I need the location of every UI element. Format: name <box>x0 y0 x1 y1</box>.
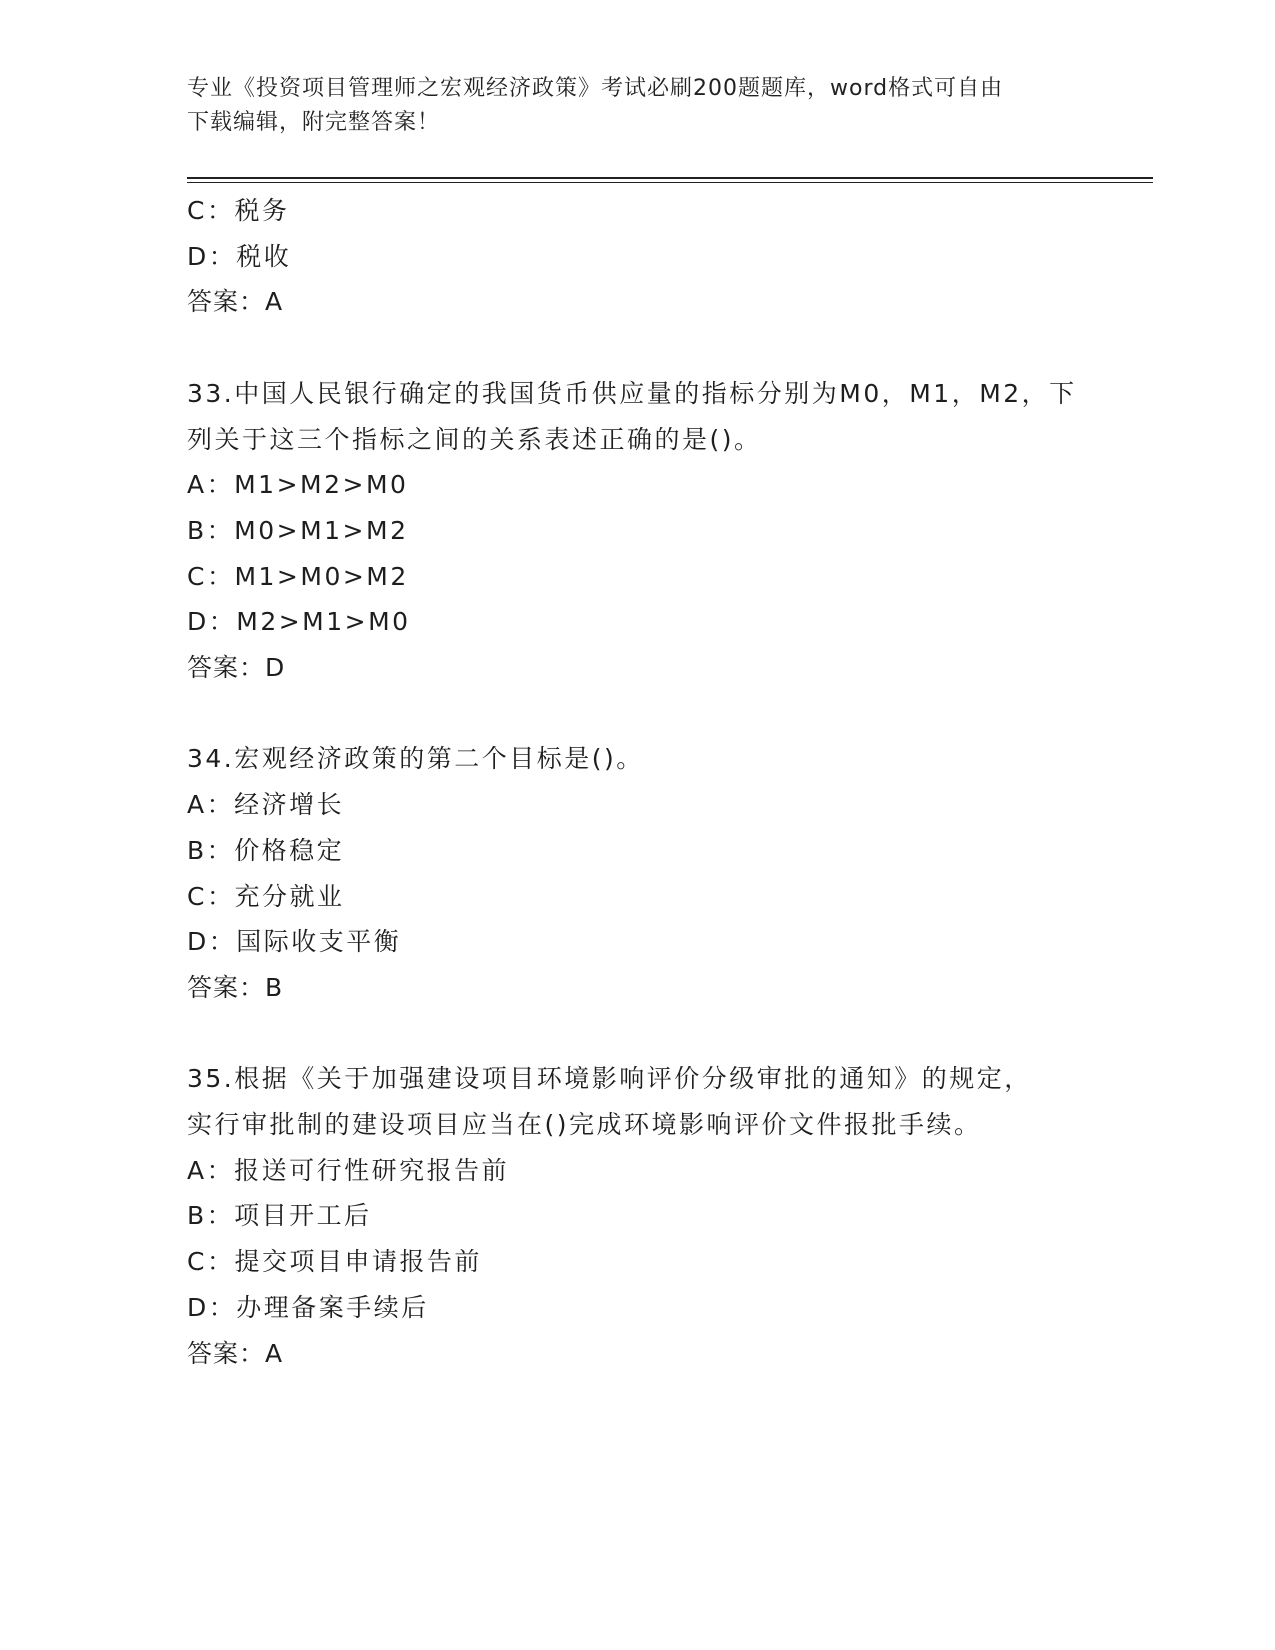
spacer <box>187 691 1087 737</box>
option-a: A：M1>M2>M0 <box>187 470 409 500</box>
option-b: B：M0>M1>M2 <box>187 515 409 545</box>
answer-line: 答案：A <box>187 287 284 317</box>
header-rule-thick <box>187 177 1153 179</box>
header-rule-thin <box>187 182 1153 183</box>
spacer <box>187 1011 1087 1057</box>
answer-line: 答案：D <box>187 653 286 683</box>
option-c: C：提交项目申请报告前 <box>187 1247 482 1277</box>
question-text-line: 34.宏观经济政策的第二个目标是()。 <box>187 744 644 774</box>
document-header <box>187 72 1067 140</box>
question-text-line: 35.根据《关于加强建设项目环境影响评价分级审批的通知》的规定， <box>187 1064 1032 1094</box>
option-b: B：价格稳定 <box>187 835 345 865</box>
option-d: D：M2>M1>M0 <box>187 607 411 637</box>
option-c: C：充分就业 <box>187 881 345 911</box>
question-text-line: 33.中国人民银行确定的我国货币供应量的指标分别为M0，M1，M2，下 <box>187 378 1077 408</box>
question-text-line: 实行审批制的建设项目应当在()完成环境影响评价文件报批手续。 <box>187 1110 982 1140</box>
header-line-2: 下载编辑，附完整答案！ <box>187 110 441 135</box>
question-text-line: 列关于这三个指标之间的关系表述正确的是()。 <box>187 424 762 454</box>
option-d: D：国际收支平衡 <box>187 927 402 957</box>
question-block-35 <box>187 1056 1087 1376</box>
option-d: D：税收 <box>187 241 292 271</box>
answer-line: 答案：B <box>187 972 284 1002</box>
option-b: B：项目开工后 <box>187 1201 372 1231</box>
question-block-34 <box>187 736 1087 1010</box>
answer-line: 答案：A <box>187 1338 284 1368</box>
spacer <box>187 325 1087 371</box>
question-list <box>187 188 1087 1376</box>
option-d: D：办理备案手续后 <box>187 1292 429 1322</box>
option-c: C：M1>M0>M2 <box>187 561 409 591</box>
question-block-33 <box>187 371 1087 691</box>
question-block-32 <box>187 188 1087 325</box>
header-line-1: 专业《投资项目管理师之宏观经济政策》考试必刷200题题库，word格式可自由 <box>187 76 1004 101</box>
option-a: A：报送可行性研究报告前 <box>187 1155 510 1185</box>
option-a: A：经济增长 <box>187 790 345 820</box>
option-c: C：税务 <box>187 196 290 225</box>
